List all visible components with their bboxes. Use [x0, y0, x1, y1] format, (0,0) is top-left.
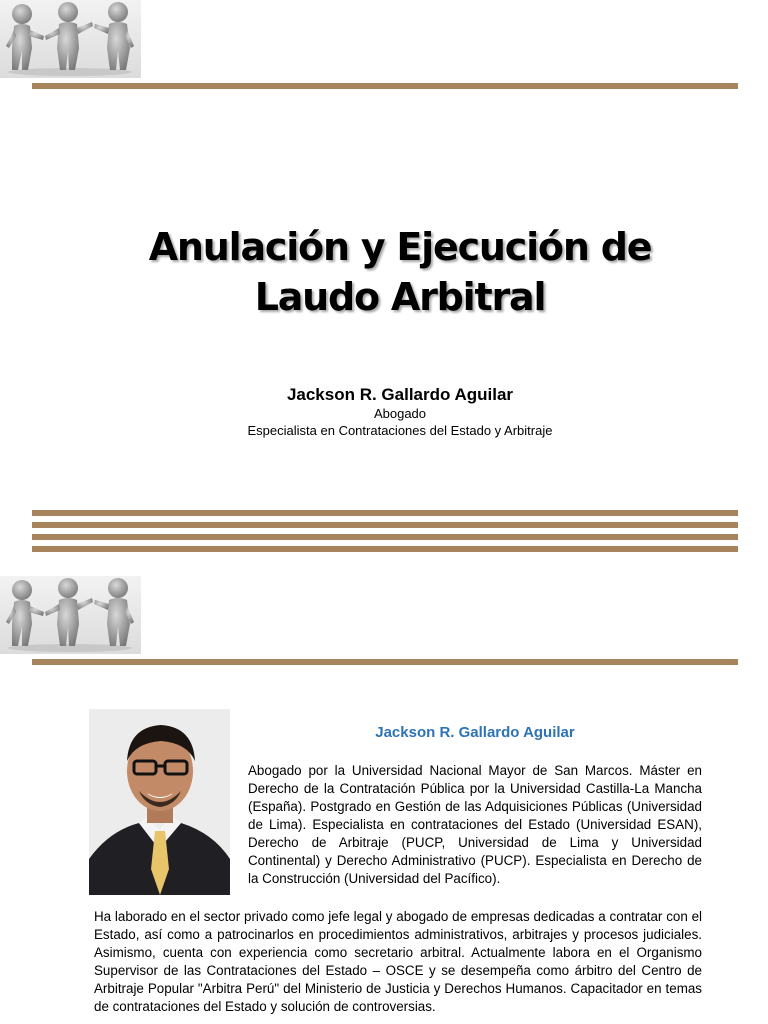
title-line-1: Anulación y Ejecución de — [148, 225, 652, 269]
author-specialty: Especialista en Contrataciones del Estado y Arbitraje — [247, 423, 553, 438]
footer-stripe — [32, 534, 738, 540]
header-divider — [32, 659, 738, 665]
bio-slide — [0, 570, 768, 1024]
presentation-title — [0, 222, 768, 322]
footer-stripe — [32, 546, 738, 552]
header-divider — [32, 83, 738, 89]
title-slide — [0, 0, 768, 508]
bio-name: Jackson R. Gallardo Aguilar — [375, 724, 575, 741]
title-line-2: Laudo Arbitral — [254, 275, 546, 319]
three-people-discussion-icon — [0, 576, 141, 654]
author-portrait — [89, 709, 230, 895]
author-name: Jackson R. Gallardo Aguilar — [286, 385, 514, 404]
bio-experience: Ha laborado en el sector privado como jefe legal y abogado de empresas dedicadas a contratar con el Estado, así como a patrocinarlos en procedimientos administrativos, arbitrajes y procesos judiciales. Asimismo, cuenta con experiencia como secretario arbitral. Actualmente labora en el Organismo Supervisor de las Contrataciones del Estado – OSCE y se desempeña como árbitro del Centro de Arbitraje Popular "Arbitra Perú" del Ministerio de Justicia y Derechos Humanos. Capacitador en temas de contrataciones del Estado y solución de controversias. — [94, 909, 702, 1014]
footer-stripes — [32, 510, 738, 558]
author-role: Abogado — [373, 406, 427, 421]
three-people-discussion-icon — [0, 0, 141, 78]
footer-stripe — [32, 510, 738, 516]
footer-stripe — [32, 522, 738, 528]
bio-summary: Abogado por la Universidad Nacional Mayor de San Marcos. Máster en Derecho de la Contratación Pública por la Universidad Castilla-La Mancha (España). Postgrado en Gestión de las Adquisiciones Públicas (Universidad de Lima). Especialista en contrataciones del Estado (Universidad ESAN), Derecho de Arbitraje (PUCP, Universidad de Lima y Universidad Continental) y Derecho Administrativo (PUCP). Especialista en Derecho de la Construcción (Universidad del Pacífico). — [248, 763, 702, 886]
